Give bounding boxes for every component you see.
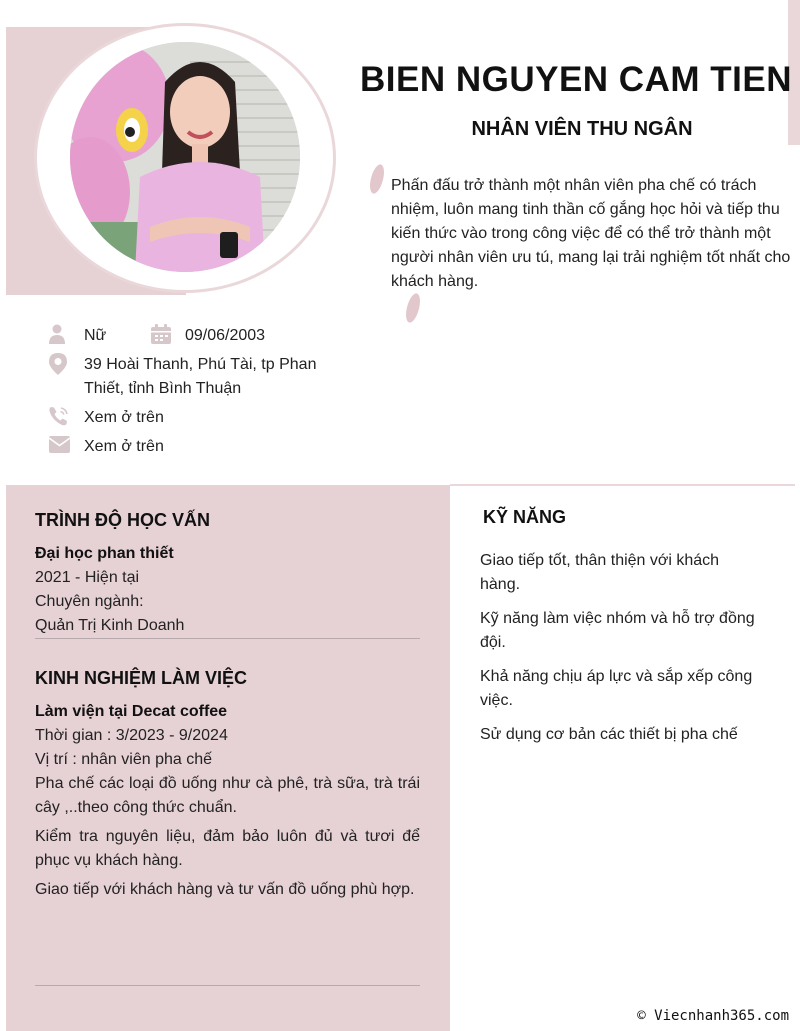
experience-company: Làm viện tại Decat coffee [35,703,228,720]
phone-icon [48,405,68,425]
profile-photo [70,42,300,272]
address-value: 39 Hoài Thanh, Phú Tài, tp Phan Thiết, tỉnh Bình Thuận [84,356,317,397]
skill-item: Khả năng chịu áp lực và sắp xếp công việc. [480,668,753,709]
education-section-title: TRÌNH ĐỘ HỌC VẤN [35,510,210,530]
quote-open-icon [367,163,386,195]
education-major: Quản Trị Kinh Doanh [35,617,185,634]
skill-item: Kỹ năng làm việc nhóm và hỗ trợ đồng đội. [480,610,755,651]
envelope-icon [49,435,69,455]
experience-duty: Giao tiếp với khách hàng và tư vấn đồ uống phù hợp. [35,881,415,898]
skill-item: Sử dụng cơ bản các thiết bị pha chế [480,726,738,743]
career-objective: Phấn đấu trở thành một nhân viên pha chế có trách nhiệm, luôn mang tinh thần cố gắng học hỏi và tiếp thu kiến thức vào trong công việc để có thể trở thành một người nhân viên ưu tú, mang lại trải nghiệm tốt nhất cho khách hàng. [391,177,791,290]
right-column-divider [450,484,795,486]
job-title: NHÂN VIÊN THU NGÂN [471,118,693,140]
education-school: Đại học phan thiết [35,545,174,562]
candidate-name: BIEN NGUYEN CAM TIEN [360,60,792,99]
experience-section-title: KINH NGHIỆM LÀM VIỆC [35,668,248,688]
section-divider [35,985,420,986]
location-pin-icon [49,353,69,373]
watermark: © Viecnhanh365.com [637,1008,789,1024]
phone-value: Xem ở trên [84,409,164,426]
gender-value: Nữ [84,327,107,344]
experience-duty: Pha chế các loại đồ uống như cà phê, trà sữa, trà trái cây ,..theo công thức chuẩn. [35,775,420,816]
birthday-value: 09/06/2003 [185,327,266,344]
skills-section-title: KỸ NĂNG [483,507,567,527]
experience-duty: Kiểm tra nguyên liệu, đảm bảo luôn đủ và tươi để phục vụ khách hàng. [35,828,420,869]
calendar-icon [150,324,170,344]
experience-position: Vị trí : nhân viên pha chế [35,751,212,768]
email-value: Xem ở trên [84,438,164,455]
education-period: 2021 - Hiện tại [35,569,140,586]
experience-time: Thời gian : 3/2023 - 9/2024 [35,727,228,744]
quote-close-icon [403,292,422,324]
skill-item: Giao tiếp tốt, thân thiện với khách hàng. [480,552,720,593]
section-divider [35,638,420,639]
user-icon [48,324,68,344]
education-major-label: Chuyên ngành: [35,593,144,610]
